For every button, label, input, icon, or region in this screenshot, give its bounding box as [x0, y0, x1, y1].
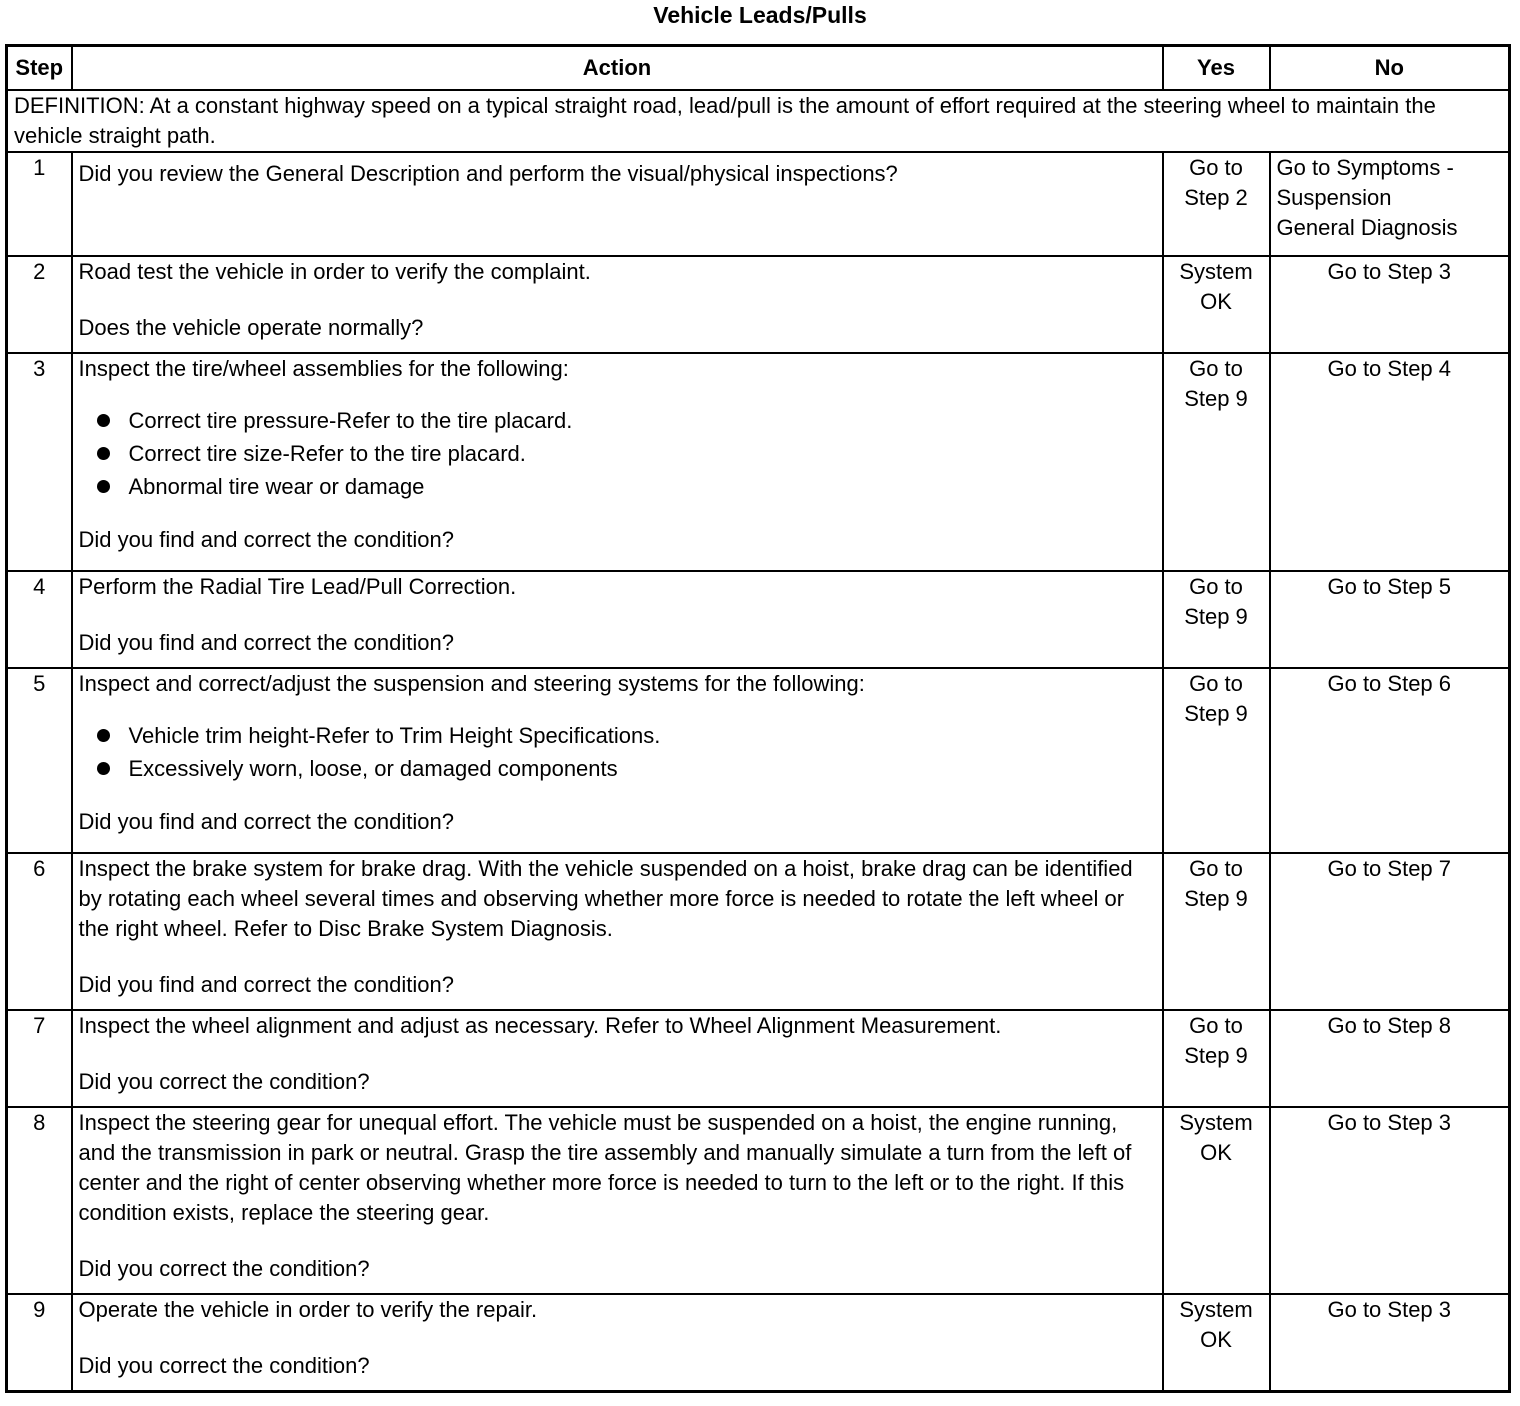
no-line: General Diagnosis — [1276, 215, 1458, 240]
yes-line: Step 9 — [1184, 886, 1248, 911]
yes-cell — [1163, 571, 1270, 668]
action-question: Did you find and correct the condition? — [78, 809, 454, 834]
step-number: 9 — [7, 1294, 72, 1391]
table-row — [7, 1294, 1510, 1391]
list-item: Abnormal tire wear or damage — [95, 470, 1156, 503]
yes-cell — [1163, 1294, 1270, 1391]
definition-row — [7, 90, 1510, 152]
list-item: Excessively worn, loose, or damaged components — [95, 752, 1156, 785]
yes-line: Step 9 — [1184, 604, 1248, 629]
action-question: Did you correct the condition? — [78, 1069, 370, 1094]
step-action — [72, 571, 1163, 668]
no-cell: Go to Step 6 — [1270, 668, 1510, 853]
step-action — [72, 1107, 1163, 1294]
action-text: Inspect the steering gear for unequal effort. The vehicle must be suspended on a hoist, the engine running, and the transmission in park or neutral. Grasp the tire assembly and manually simulate a turn from the left of center and the right of center observing whether more force is needed to turn to the left or to the right. If this condition exists, replace the steering gear. — [78, 1110, 1132, 1225]
yes-line: System — [1179, 1110, 1253, 1135]
action-text: Inspect the brake system for brake drag. With the vehicle suspended on a hoist, brake drag can be identified by rotating each wheel several times and observing whether more force is needed to rotate the left wheel or the right wheel. Refer to Disc Brake System Diagnosis. — [78, 856, 1133, 941]
header-no: No — [1270, 46, 1510, 91]
header-row — [7, 46, 1510, 91]
step-action — [72, 1294, 1163, 1391]
bullet-list — [79, 719, 1156, 785]
yes-line: Go to — [1189, 574, 1243, 599]
step-number: 3 — [7, 353, 72, 571]
diagnostic-table — [5, 44, 1511, 1393]
action-text: Perform the Radial Tire Lead/Pull Correction. — [78, 574, 517, 599]
action-text: Operate the vehicle in order to verify the repair. — [78, 1297, 538, 1322]
no-cell: Go to Step 3 — [1270, 1294, 1510, 1391]
header-action: Action — [72, 46, 1163, 91]
yes-cell — [1163, 256, 1270, 353]
list-item: Correct tire size-Refer to the tire placard. — [95, 437, 1156, 470]
yes-line: Step 9 — [1184, 1043, 1248, 1068]
no-cell: Go to Step 3 — [1270, 1107, 1510, 1294]
yes-cell — [1163, 353, 1270, 571]
step-number: 4 — [7, 571, 72, 668]
step-number: 6 — [7, 853, 72, 1010]
action-question: Did you find and correct the condition? — [78, 527, 454, 552]
no-cell: Go to Step 8 — [1270, 1010, 1510, 1107]
no-cell: Go to Step 7 — [1270, 853, 1510, 1010]
step-action — [72, 1010, 1163, 1107]
page-title: Vehicle Leads/Pulls — [653, 2, 867, 28]
step-number: 5 — [7, 668, 72, 853]
action-text: Inspect the tire/wheel assemblies for the following: — [78, 356, 569, 381]
action-question: Did you find and correct the condition? — [78, 630, 454, 655]
table-row — [7, 256, 1510, 353]
yes-cell — [1163, 853, 1270, 1010]
definition-text: DEFINITION: At a constant highway speed on a typical straight road, lead/pull is the amount of effort required at the steering wheel to maintain the vehicle straight path. — [7, 90, 1510, 152]
yes-line: OK — [1200, 1140, 1232, 1165]
yes-cell — [1163, 668, 1270, 853]
table-row — [7, 571, 1510, 668]
action-question: Did you correct the condition? — [78, 1353, 370, 1378]
no-line: Suspension — [1276, 185, 1392, 210]
no-cell: Go to Step 4 — [1270, 353, 1510, 571]
header-yes: Yes — [1163, 46, 1270, 91]
step-action — [72, 256, 1163, 353]
yes-line: OK — [1200, 289, 1232, 314]
step-action — [72, 152, 1163, 256]
yes-line: Step 9 — [1184, 701, 1248, 726]
table-row — [7, 152, 1510, 256]
step-number: 7 — [7, 1010, 72, 1107]
yes-cell — [1163, 1010, 1270, 1107]
yes-line: Go to — [1189, 155, 1243, 180]
no-cell — [1270, 152, 1510, 256]
table-row — [7, 353, 1510, 571]
step-action — [72, 853, 1163, 1010]
yes-line: OK — [1200, 1327, 1232, 1352]
yes-line: Go to — [1189, 671, 1243, 696]
bullet-list — [79, 404, 1156, 503]
step-number: 1 — [7, 152, 72, 256]
table-row — [7, 1010, 1510, 1107]
yes-line: Step 9 — [1184, 386, 1248, 411]
yes-cell — [1163, 1107, 1270, 1294]
list-item: Vehicle trim height-Refer to Trim Height Specifications. — [95, 719, 1156, 752]
action-question: Did you correct the condition? — [78, 1256, 370, 1281]
yes-cell — [1163, 152, 1270, 256]
list-item: Correct tire pressure-Refer to the tire placard. — [95, 404, 1156, 437]
yes-line: System — [1179, 1297, 1253, 1322]
table-row — [7, 1107, 1510, 1294]
action-question: Did you find and correct the condition? — [78, 972, 454, 997]
action-text: Inspect the wheel alignment and adjust as necessary. Refer to Wheel Alignment Measurement. — [78, 1013, 1002, 1038]
action-text: Did you review the General Description and perform the visual/physical inspections? — [78, 161, 898, 186]
table-row — [7, 668, 1510, 853]
header-step: Step — [7, 46, 72, 91]
no-cell: Go to Step 5 — [1270, 571, 1510, 668]
step-action — [72, 668, 1163, 853]
action-text: Road test the vehicle in order to verify the complaint. — [78, 259, 591, 284]
action-question: Does the vehicle operate normally? — [78, 315, 424, 340]
step-number: 2 — [7, 256, 72, 353]
step-number: 8 — [7, 1107, 72, 1294]
yes-line: System — [1179, 259, 1253, 284]
step-action — [72, 353, 1163, 571]
action-text: Inspect and correct/adjust the suspension and steering systems for the following: — [78, 671, 865, 696]
no-line: Go to Symptoms - — [1276, 155, 1454, 180]
yes-line: Go to — [1189, 1013, 1243, 1038]
yes-line: Go to — [1189, 356, 1243, 381]
table-row — [7, 853, 1510, 1010]
yes-line: Step 2 — [1184, 185, 1248, 210]
yes-line: Go to — [1189, 856, 1243, 881]
no-cell: Go to Step 3 — [1270, 256, 1510, 353]
